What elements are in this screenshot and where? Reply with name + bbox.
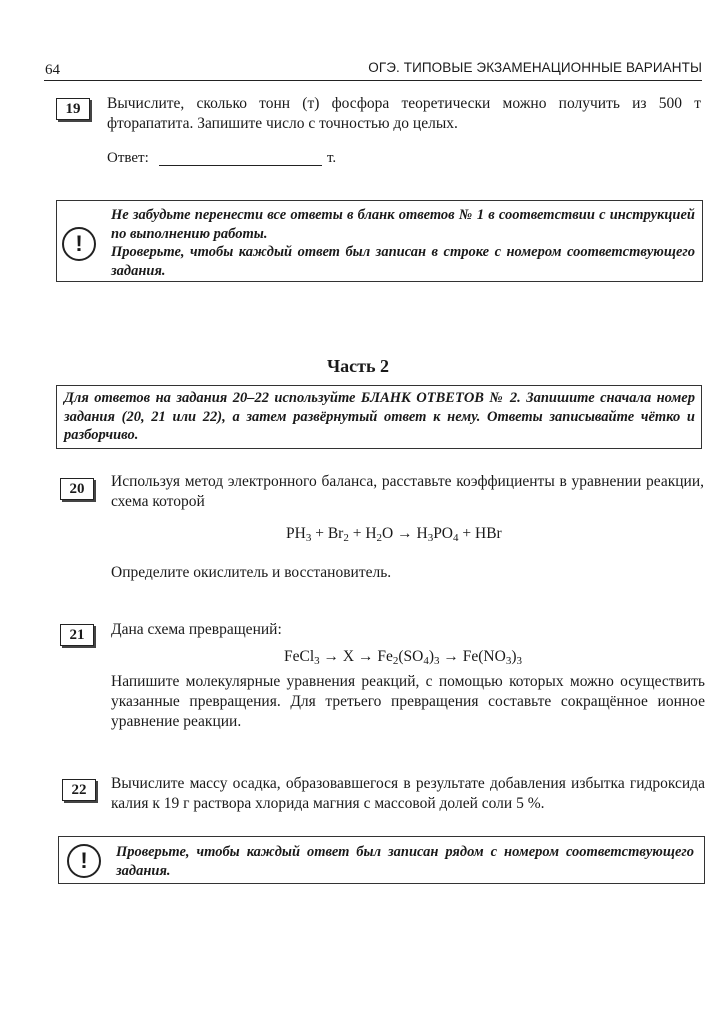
part-2-title: Часть 2 <box>326 356 390 376</box>
task-number-19: 19 <box>56 98 90 120</box>
task-22-text: Вычислите массу осадка, образовавшегося в результате добавления избытка гидроксида калия к 19 г раствора хлорида магния с массовой долей соли 5 %. <box>111 775 705 812</box>
page-number: 64 <box>45 62 60 78</box>
answer-line[interactable] <box>159 165 322 166</box>
reaction-equation: $PH_3 + Br_2 + H_2O \to H_3PO_4$ + HBr <box>286 525 502 544</box>
reminder-text-1 <box>111 206 695 280</box>
running-header: ОГЭ. ТИПОВЫЕ ЭКЗАМЕНАЦИОННЫЕ ВАРИАНТЫ <box>368 60 702 75</box>
part-2-instruction: Для ответов на задания 20–22 используйте БЛАНК ОТВЕТОВ № 2. Запишите сначала номер задания (20, 21 или 22), а затем развёрнутый ответ к нему. Ответы записывайте чётко и разборчиво. <box>56 385 702 449</box>
reminder-line-1: Не забудьте перенести все ответы в бланк ответов № 1 в соответствии с инструкцией по выполнению работы. <box>111 207 695 242</box>
task-21-text: Напишите молекулярные уравнения реакций, с помощью которых можно осуществить указанные превращения. Для третьего превращения составьте сокращённое ионное уравнение реакции. <box>111 673 705 730</box>
task-19-text: Вычислите, сколько тонн (т) фосфора теоретически можно получить из 500 т фторапатита. Запишите число с точностью до целых. <box>107 95 701 132</box>
reminder-text-2: Проверьте, чтобы каждый ответ был записан рядом с номером соответствующего задания. <box>116 844 694 879</box>
answer-unit: т. <box>327 150 337 166</box>
answer-label: Ответ: <box>107 150 149 166</box>
task-number-22: 22 <box>62 779 96 801</box>
reminder-line-2: Проверьте, чтобы каждый ответ был записан в строке с номером соответствующего задания. <box>111 244 695 279</box>
exclamation-circle-icon: ! <box>67 844 101 878</box>
task-20-text: Используя метод электронного баланса, расставьте коэффициенты в уравнении реакции, схема которой <box>111 473 704 510</box>
task-21-intro: Дана схема превращений: <box>111 621 282 638</box>
exclamation-circle-icon: ! <box>62 227 96 261</box>
transformation-scheme: FeCl$_3$ → $X \to Fe_2(SO_4)_3 \to Fe(NO_3)_3$ <box>284 648 522 667</box>
task-20-question: Определите окислитель и восстановитель. <box>111 564 392 581</box>
task-number-21: 21 <box>60 624 94 646</box>
header-rule <box>44 80 702 81</box>
task-number-20: 20 <box>60 478 94 500</box>
